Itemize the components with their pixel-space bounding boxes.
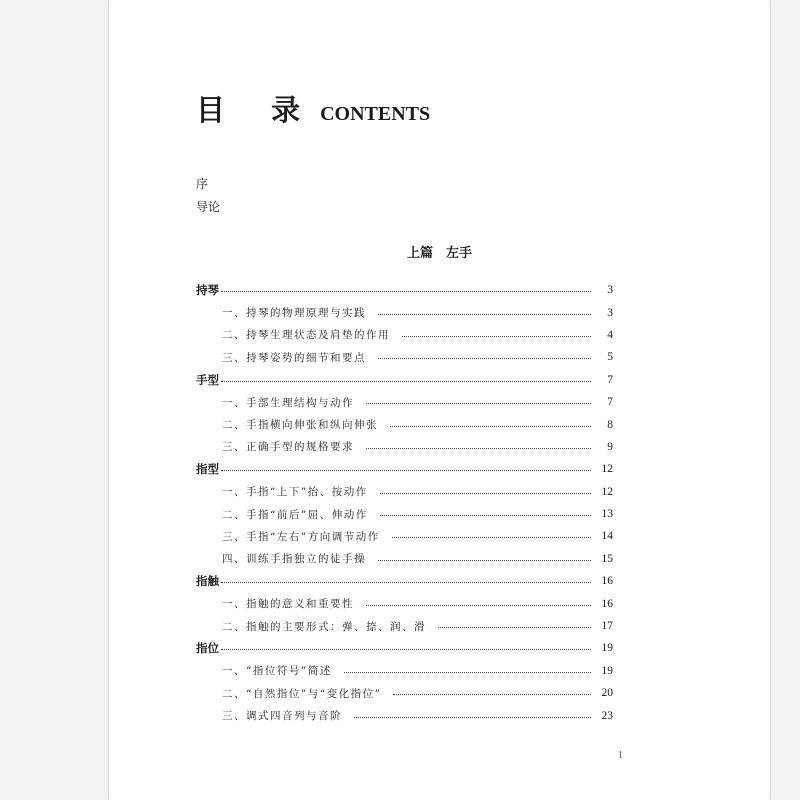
front-matter-preface: 序	[196, 177, 209, 191]
toc-entry-page: 9	[607, 440, 613, 453]
title-english: CONTENTS	[320, 103, 431, 125]
dot-leader	[438, 626, 591, 628]
section-heading: 上篇 左手	[406, 246, 472, 261]
toc-entry-label: 三、持琴姿势的细节和要点	[222, 351, 366, 364]
toc-entry-label: 指触	[196, 574, 219, 589]
toc-list	[196, 279, 613, 727]
dot-leader	[366, 402, 591, 404]
toc-entry-page: 3	[607, 306, 613, 319]
dot-leader	[402, 335, 591, 337]
dot-leader	[366, 447, 591, 449]
dot-leader	[390, 425, 591, 427]
toc-entry-page: 20	[601, 687, 613, 700]
dot-leader	[392, 536, 591, 538]
toc-subentry	[196, 324, 613, 346]
toc-subentry	[196, 615, 613, 637]
toc-entry-label: 一、指触的意义和重要性	[222, 598, 354, 611]
toc-entry-page: 14	[601, 530, 613, 543]
toc-chapter-entry	[196, 458, 613, 480]
toc-chapter-entry	[196, 637, 613, 659]
toc-entry-page: 17	[601, 620, 613, 633]
toc-chapter-entry	[196, 570, 613, 592]
toc-subentry	[196, 481, 613, 503]
dot-leader	[393, 693, 591, 695]
dot-leader	[354, 716, 591, 718]
toc-entry-label: 持琴	[196, 283, 219, 298]
toc-entry-label: 指位	[196, 641, 219, 656]
toc-subentry	[196, 592, 613, 614]
toc-entry-page: 5	[607, 351, 613, 364]
toc-subentry	[196, 660, 613, 682]
page-title	[196, 88, 430, 129]
dot-leader	[221, 469, 591, 471]
toc-entry-page: 8	[607, 418, 613, 431]
toc-entry-label: 一、手部生理结构与动作	[222, 396, 354, 409]
dot-leader	[221, 380, 591, 382]
toc-subentry	[196, 301, 613, 323]
toc-entry-page: 19	[601, 664, 613, 677]
dot-leader	[366, 604, 591, 606]
toc-entry-label: 四、训练手指独立的徒手操	[222, 553, 366, 566]
toc-subentry	[196, 704, 613, 726]
dot-leader	[378, 559, 591, 561]
dot-leader	[221, 290, 591, 292]
toc-entry-label: 手型	[196, 372, 219, 387]
toc-entry-label: 一、持琴的物理原理与实践	[222, 307, 366, 320]
toc-entry-page: 7	[607, 373, 613, 386]
dot-leader	[378, 313, 591, 315]
toc-entry-page: 3	[607, 284, 613, 297]
toc-chapter-entry	[196, 369, 613, 391]
toc-entry-label: 二、指触的主要形式：弹、捺、润、滑	[222, 620, 426, 633]
toc-entry-label: 一、手指“上下”抬、按动作	[222, 486, 368, 499]
toc-subentry	[196, 503, 613, 525]
dot-leader	[380, 514, 591, 516]
dot-leader	[378, 357, 591, 359]
toc-entry-label: 三、调式四音列与音阶	[222, 710, 342, 723]
toc-entry-page: 23	[601, 709, 613, 722]
toc-entry-page: 4	[607, 328, 613, 341]
toc-entry-page: 12	[601, 485, 613, 498]
toc-entry-label: 二、手指“前后”屈、伸动作	[222, 508, 368, 521]
toc-entry-label: 一、“指位符号”简述	[222, 665, 332, 678]
toc-subentry	[196, 525, 613, 547]
toc-entry-page: 7	[607, 396, 613, 409]
toc-entry-page: 12	[601, 463, 613, 476]
toc-entry-page: 16	[601, 575, 613, 588]
toc-entry-label: 二、持琴生理状态及肩垫的作用	[222, 329, 390, 342]
dot-leader	[221, 581, 591, 583]
toc-subentry	[196, 436, 613, 458]
toc-entry-label: 二、手指横向伸张和纵向伸张	[222, 419, 378, 432]
toc-subentry	[196, 548, 613, 570]
toc-entry-label: 三、手指“左右”方向调节动作	[222, 530, 380, 543]
title-chinese: 目 录	[196, 93, 319, 127]
toc-entry-label: 指型	[196, 462, 219, 477]
toc-entry-page: 19	[601, 642, 613, 655]
document-page	[109, 0, 770, 800]
toc-chapter-entry	[196, 279, 613, 301]
toc-entry-page: 16	[601, 597, 613, 610]
toc-subentry	[196, 391, 613, 413]
toc-entry-page: 15	[601, 552, 613, 565]
toc-entry-label: 三、正确手型的规格要求	[222, 441, 354, 454]
front-matter-introduction: 导论	[196, 200, 221, 214]
dot-leader	[221, 648, 591, 650]
toc-subentry	[196, 346, 613, 368]
dot-leader	[344, 671, 591, 673]
page-number: 1	[618, 750, 623, 761]
toc-entry-page: 13	[601, 508, 613, 521]
toc-entry-label: 二、“自然指位”与“变化指位”	[222, 687, 382, 700]
dot-leader	[380, 492, 591, 494]
toc-subentry	[196, 413, 613, 435]
toc-subentry	[196, 682, 613, 704]
